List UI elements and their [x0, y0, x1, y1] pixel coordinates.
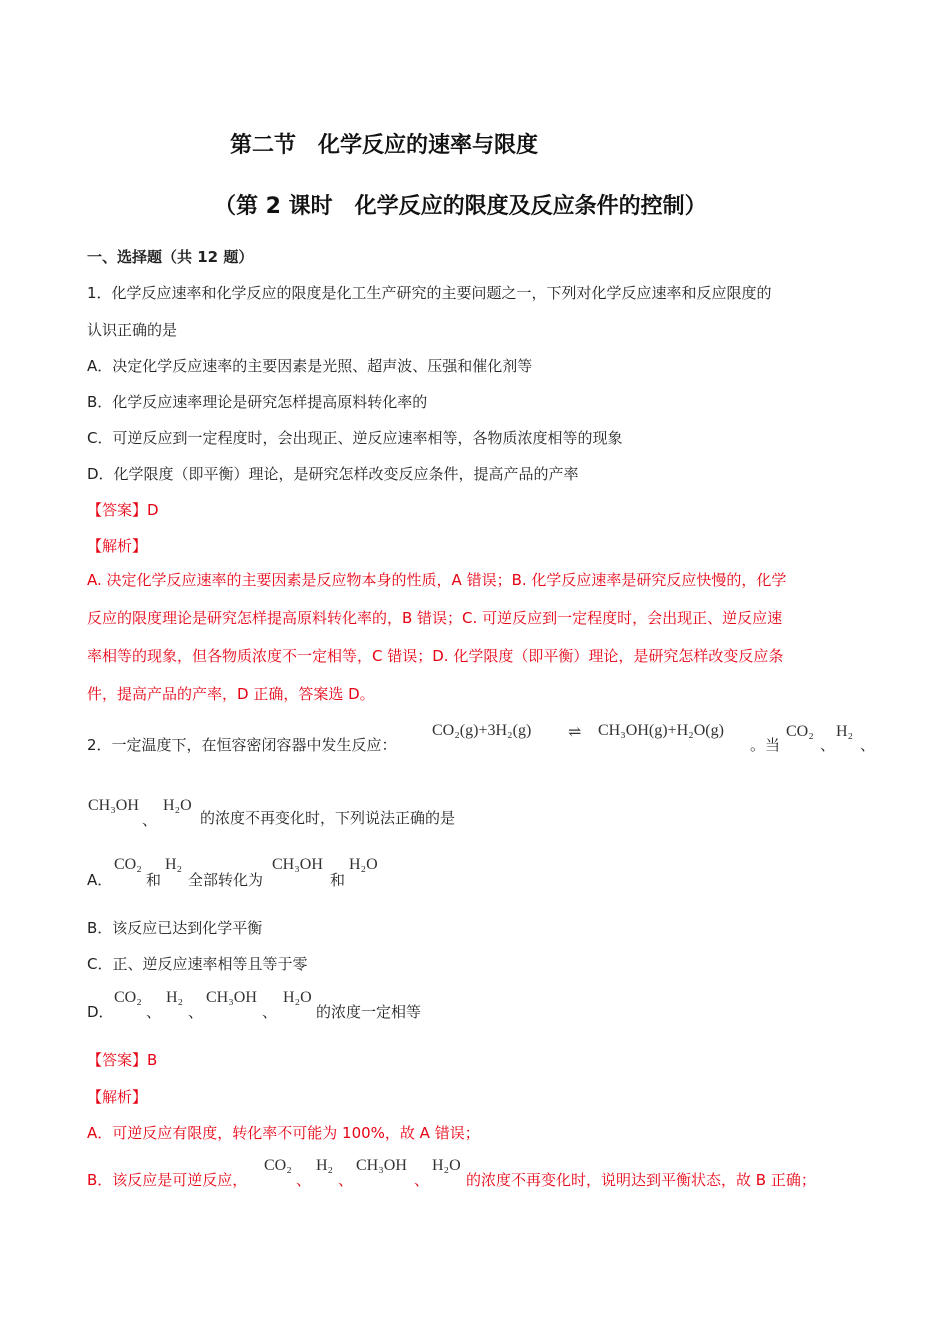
- q2-ch3oh: CH₃OH: [88, 797, 139, 814]
- q1-option-c: C．可逆反应到一定程度时，会出现正、逆反应速率相等，各物质浓度相等的现象: [87, 429, 623, 447]
- q2-option-d-ch3oh: CH₃OH: [206, 989, 257, 1006]
- q2-analysis-b-sep2: 、: [338, 1171, 354, 1189]
- q1-analysis-line2: 反应的限度理论是研究怎样提高原料转化率的，B 错误；C. 可逆反应到一定程度时，会出现正、逆反应速: [87, 609, 783, 627]
- q2-stem-end: 的浓度不再变化时，下列说法正确的是: [200, 809, 456, 827]
- q2-analysis-b-h2o: H₂O: [432, 1157, 461, 1174]
- q2-analysis-a: A．可逆反应有限度，转化率不可能为 100%，故 A 错误；: [87, 1124, 480, 1142]
- q2-option-d-sep1: 、: [146, 1003, 162, 1021]
- q2-option-b: B．该反应已达到化学平衡: [87, 919, 263, 937]
- q2-co2: CO₂: [786, 723, 814, 740]
- page-title: 第二节 化学反应的速率与限度: [230, 133, 539, 158]
- q2-option-a-mid: 全部转化为: [188, 871, 264, 889]
- q2-option-d-co2: CO₂: [114, 989, 142, 1006]
- q2-reaction-left: CO₂(g)+3H₂(g): [432, 722, 532, 739]
- q2-analysis-b-sep1: 、: [296, 1171, 312, 1189]
- q2-stem-when: 。当: [750, 736, 781, 754]
- q2-option-a-and1: 和: [146, 871, 162, 889]
- q2-sep-3: 、: [142, 811, 158, 829]
- lesson-subtitle: （第 2 课时 化学反应的限度及反应条件的控制）: [214, 194, 707, 219]
- q2-analysis-b-head: B．该反应是可逆反应，: [87, 1171, 248, 1189]
- q1-answer: 【答案】D: [87, 501, 159, 519]
- q2-answer: 【答案】B: [87, 1051, 158, 1069]
- q1-option-d: D．化学限度（即平衡）理论，是研究怎样改变反应条件，提高产品的产率: [87, 465, 579, 483]
- q2-analysis-b-tail: 的浓度不再变化时，说明达到平衡状态，故 B 正确；: [466, 1171, 816, 1189]
- q2-option-d-label: D．: [87, 1003, 114, 1021]
- q2-h2: H₂: [836, 723, 854, 740]
- q2-h2o: H₂O: [163, 797, 192, 814]
- q2-option-c: C．正、逆反应速率相等且等于零: [87, 955, 308, 973]
- q2-reaction-right: CH₃OH(g)+H₂O(g): [598, 722, 724, 739]
- q2-analysis-b-co2: CO₂: [264, 1157, 292, 1174]
- q1-stem-line1: 1．化学反应速率和化学反应的限度是化工生产研究的主要问题之一，下列对化学反应速率和反应限度的: [87, 284, 772, 302]
- section-heading: 一、选择题（共 12 题）: [87, 248, 254, 266]
- q1-analysis-line4: 件，提高产品的产率，D 正确，答案选 D。: [87, 685, 375, 703]
- q1-analysis-label: 【解析】: [87, 537, 148, 555]
- q2-option-d-h2o: H₂O: [283, 989, 312, 1006]
- q2-option-d-tail: 的浓度一定相等: [316, 1003, 422, 1021]
- q2-analysis-label: 【解析】: [87, 1088, 148, 1106]
- q2-option-a-h2: H₂: [165, 856, 183, 873]
- q1-option-a: A．决定化学反应速率的主要因素是光照、超声波、压强和催化剂等: [87, 357, 533, 375]
- q2-option-a-h2o: H₂O: [349, 856, 378, 873]
- q1-analysis-line1: A. 决定化学反应速率的主要因素是反应物本身的性质，A 错误；B. 化学反应速率是研究反应快慢的，化学: [87, 571, 787, 589]
- q2-option-a-ch3oh: CH₃OH: [272, 856, 323, 873]
- q2-analysis-b-h2: H₂: [316, 1157, 334, 1174]
- q1-option-b: B．化学反应速率理论是研究怎样提高原料转化率的: [87, 393, 428, 411]
- q1-analysis-line3: 率相等的现象，但各物质浓度不一定相等，C 错误；D. 化学限度（即平衡）理论，是研究怎样改变反应条: [87, 647, 784, 665]
- q2-option-a-label: A．: [87, 871, 113, 889]
- q2-option-d-h2: H₂: [166, 989, 184, 1006]
- q2-reaction-arrow: ⇌: [568, 724, 582, 741]
- q2-analysis-b-sep3: 、: [414, 1171, 430, 1189]
- q1-stem-line2: 认识正确的是: [87, 321, 178, 339]
- q2-option-d-sep3: 、: [262, 1003, 278, 1021]
- q2-option-a-co2: CO₂: [114, 856, 142, 873]
- q2-sep-2: 、: [860, 736, 876, 754]
- q2-stem-start: 2．一定温度下，在恒容密闭容器中发生反应：: [87, 736, 397, 754]
- q2-option-d-sep2: 、: [188, 1003, 204, 1021]
- q2-option-a-and2: 和: [330, 871, 346, 889]
- q2-sep-1: 、: [820, 736, 836, 754]
- q2-analysis-b-ch3oh: CH₃OH: [356, 1157, 407, 1174]
